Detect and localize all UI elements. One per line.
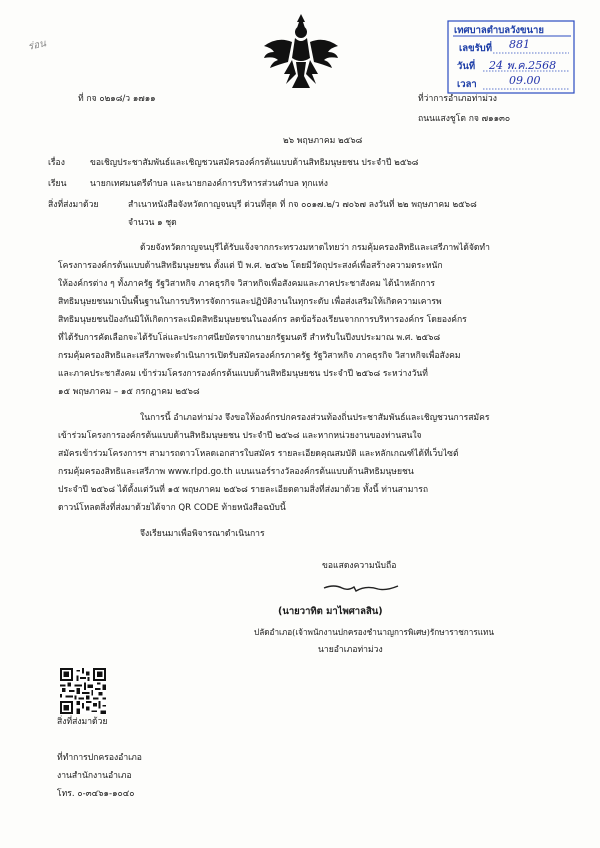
- enclosure-quantity: จำนวน ๑ ชุด: [128, 218, 177, 228]
- signer-name: (นายวาทิต มาไพศาลสิน): [278, 606, 383, 617]
- enclosure-text: สำเนาหนังสือจังหวัดกาญจนบุรี ด่วนที่สุด ที่ กจ ๐๐๑๗.๒/ว ๗๐๖๗ ลงวันที่ ๒๒ พฤษภาคม ๒๕๖๘: [128, 200, 477, 210]
- qr-caption: สิ่งที่ส่งมาด้วย: [57, 717, 108, 727]
- stamp-time-value: 09.00: [509, 74, 541, 87]
- garuda-emblem-icon: [262, 12, 340, 94]
- office-address-line2: ถนนแสงชูโต กจ ๗๑๑๓๐: [418, 114, 511, 124]
- signer-title-line1: ปลัดอำเภอ(เจ้าพนักงานปกครองชำนาญการพิเศษ)รักษาราชการแทน: [254, 627, 495, 637]
- office-address-line1: ที่ว่าการอำเภอท่าม่วง: [418, 94, 497, 104]
- subject-label: เรื่อง: [48, 158, 65, 168]
- paragraph-line: ให้องค์กรต่าง ๆ ทั้งภาครัฐ รัฐวิสาหกิจ ภาคธุรกิจ วิสาหกิจเพื่อสังคมและภาคประชาสังคม ได้นำหลักการ: [58, 279, 436, 289]
- stamp-time-label: เวลา: [457, 79, 477, 90]
- signature: [322, 580, 402, 598]
- footer-line: งานสำนักงานอำเภอ: [57, 771, 132, 781]
- paragraph-line: โครงการองค์กรต้นแบบด้านสิทธิมนุษยชน ตั้งแต่ ปี พ.ศ. ๒๕๖๒ โดยมีวัตถุประสงค์เพื่อสร้างความตระหนัก: [58, 261, 443, 271]
- paragraph-line: ดาวน์โหลดสิ่งที่ส่งมาด้วยได้จาก QR CODE ท้ายหนังสือฉบับนี้: [58, 503, 286, 513]
- paragraph-line: ประจำปี ๒๕๖๘ ได้ตั้งแต่วันที่ ๑๕ พฤษภาคม ๒๕๖๘ รายละเอียดตามสิ่งที่ส่งมาด้วย ทั้งนี้ ท่านสามารถ: [58, 485, 429, 495]
- paragraph-line: กรมคุ้มครองสิทธิและเสรีภาพ www.rlpd.go.th แบนเนอร์รางวัลองค์กรต้นแบบด้านสิทธิมนุษยชน: [58, 467, 414, 477]
- stamp-office: เทศบาลตำบลวังขนาย: [454, 25, 544, 36]
- document-number: ที่ กจ ๐๒๑๘/ว ๑๗๑๑: [78, 94, 156, 104]
- qr-code-icon[interactable]: [60, 668, 106, 714]
- subject-text: ขอเชิญประชาสัมพันธ์และเชิญชวนสมัครองค์กรต้นแบบด้านสิทธิมนุษยชน ประจำปี ๒๕๖๘: [90, 158, 419, 168]
- stamp-date-value: 24 พ.ค.2568: [489, 59, 557, 72]
- paragraph-line: ๑๕ พฤษภาคม – ๑๕ กรกฎาคม ๒๕๖๘: [58, 387, 200, 397]
- paragraph-line: เข้าร่วมโครงการองค์กรต้นแบบด้านสิทธิมนุษยชน ประจำปี ๒๕๖๘ และหากหน่วยงานของท่านสนใจ: [58, 431, 422, 441]
- closing-request: จึงเรียนมาเพื่อพิจารณาดำเนินการ: [140, 529, 265, 539]
- paragraph-line: ในการนี้ อำเภอท่าม่วง จึงขอให้องค์กรปกครองส่วนท้องถิ่นประชาสัมพันธ์และเชิญชวนการสมัคร: [140, 413, 490, 423]
- paragraph-line: ด้วยจังหวัดกาญจนบุรีได้รับแจ้งจากกระทรวงมหาดไทยว่า กรมคุ้มครองสิทธิและเสรีภาพได้จัดทำ: [140, 243, 490, 253]
- recipient-label: เรียน: [48, 179, 67, 189]
- stamp-date-label: วันที่: [457, 61, 476, 72]
- paragraph-line: สิทธิมนุษยชนมาเป็นพื้นฐานในการบริหารจัดการและปฏิบัติงานในทุกระดับ เพื่อส่งเสริมให้เกิดความเคารพ: [58, 297, 442, 307]
- recipient-text: นายกเทศมนตรีตำบล และนายกองค์การบริหารส่วนตำบล ทุกแห่ง: [90, 179, 328, 189]
- signer-title-line2: นายอำเภอท่าม่วง: [318, 645, 383, 655]
- paragraph-line: กรมคุ้มครองสิทธิและเสรีภาพจะดำเนินการเปิดรับสมัครองค์กรภาครัฐ รัฐวิสาหกิจ ภาคธุรกิจ วิสาหกิจเพื่อสังคม: [58, 351, 461, 361]
- document-date: ๒๖ พฤษภาคม ๒๕๖๘: [283, 136, 363, 146]
- footer-phone: โทร. ๐-๓๔๖๑-๑๐๔๐: [57, 789, 135, 799]
- stamp-receipt-label: เลขรับที่: [459, 43, 492, 54]
- received-stamp: [447, 20, 575, 94]
- paragraph-line: ที่ได้รับการคัดเลือกจะได้รับโล่และประกาศนียบัตรจากนายกรัฐมนตรี สำหรับในปีงบประมาณ พ.ศ. ๒๕๖๘: [58, 333, 441, 343]
- closing-salutation: ขอแสดงความนับถือ: [322, 561, 397, 571]
- stamp-receipt-no: 881: [509, 38, 530, 51]
- paragraph-line: และภาคประชาสังคม เข้าร่วมโครงการองค์กรต้นแบบด้านสิทธิมนุษยชน ประจำปี ๒๕๖๘ ระหว่างวันที่: [58, 369, 428, 379]
- footer-line: ที่ทำการปกครองอำเภอ: [57, 753, 142, 763]
- paragraph-line: สิทธิมนุษยชนป้องกันมิให้เกิดการละเมิดสิทธิมนุษยชนในองค์กร ลดข้อร้องเรียนจากการบริหารองค์กร โดยองค์กร: [58, 315, 467, 325]
- corner-pencil-mark: ร่อน: [26, 38, 48, 53]
- enclosure-label: สิ่งที่ส่งมาด้วย: [48, 200, 99, 210]
- paragraph-line: สมัครเข้าร่วมโครงการฯ สามารถดาวโหลดเอกสารใบสมัคร รายละเอียดคุณสมบัติ และหลักเกณฑ์ได้ที่เว็บไซต์: [58, 449, 459, 459]
